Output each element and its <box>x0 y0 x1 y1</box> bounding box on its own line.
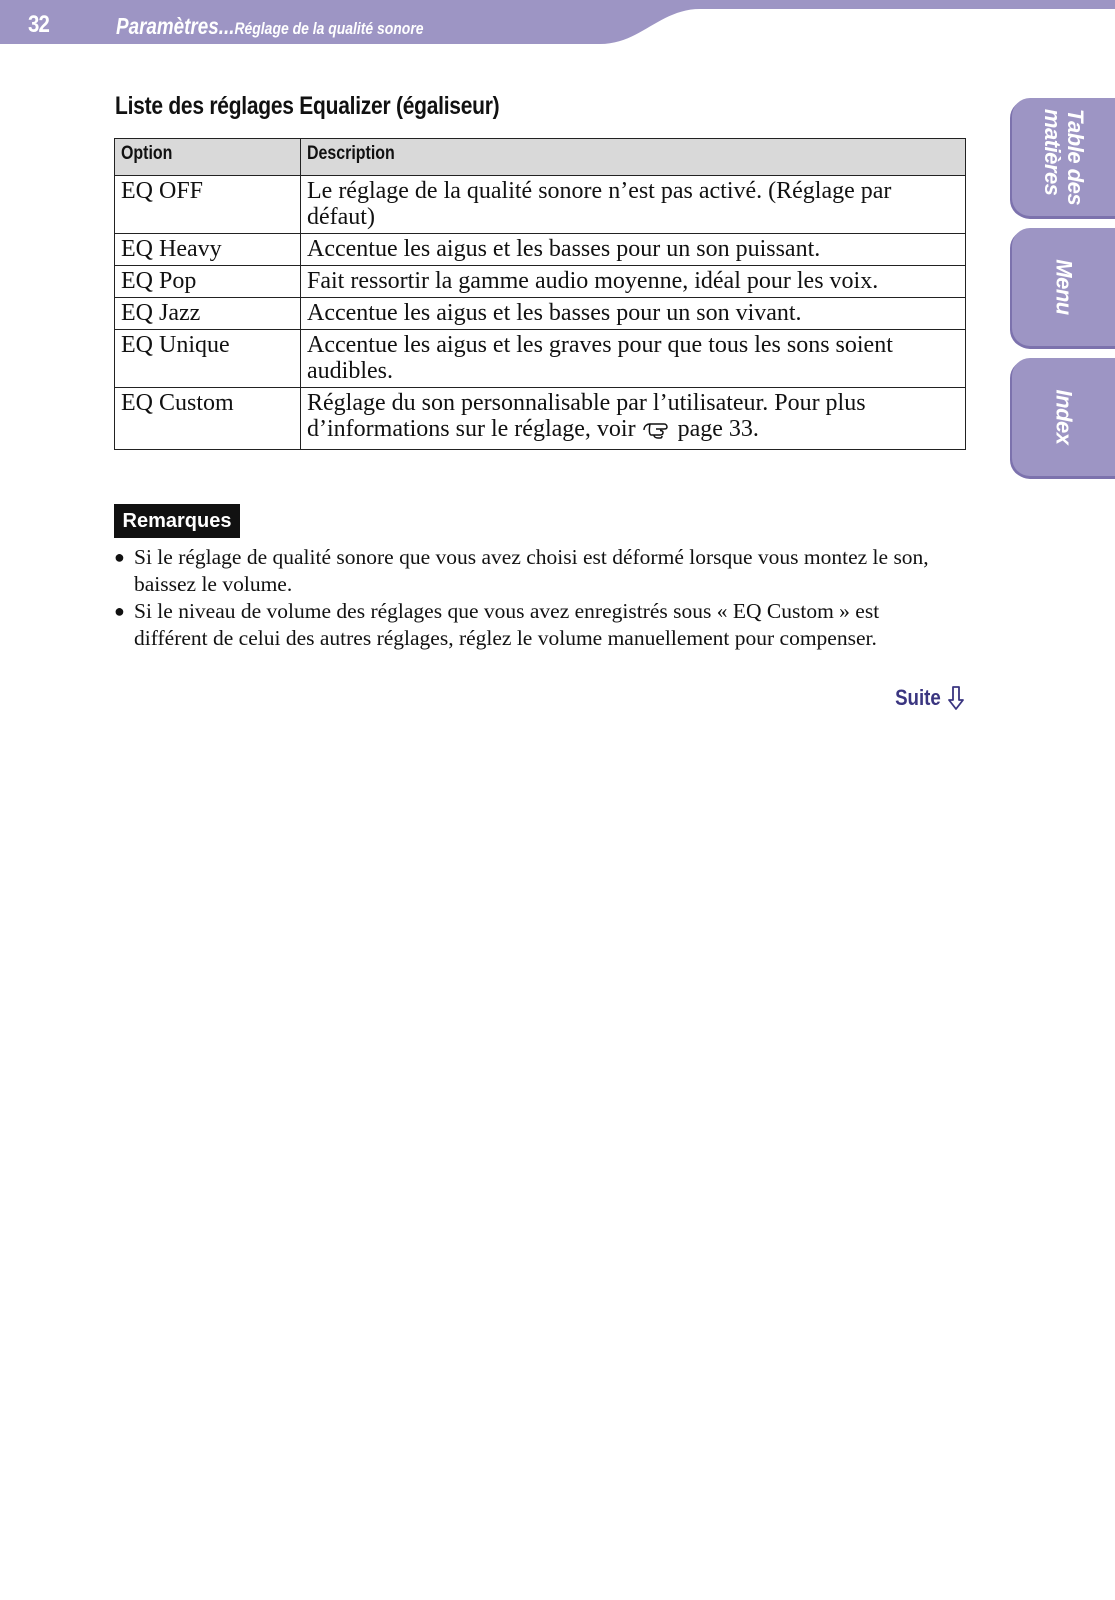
breadcrumb-main[interactable]: Paramètres... <box>116 13 235 39</box>
breadcrumb <box>116 13 424 40</box>
notes-badge: Remarques <box>114 504 240 538</box>
pointing-hand-icon <box>642 420 672 446</box>
notes-list <box>114 544 954 652</box>
description-cell: Accentue les aigus et les basses pour un son puissant. <box>301 234 966 266</box>
description-cell: Fait ressortir la gamme audio moyenne, idéal pour les voix. <box>301 266 966 298</box>
table-row <box>115 234 966 266</box>
table-row <box>115 330 966 388</box>
page-link[interactable]: page 33. <box>677 416 759 442</box>
section-title: Liste des réglages Equalizer (égaliseur) <box>115 92 500 120</box>
option-cell: EQ OFF <box>115 176 301 234</box>
tab-index[interactable] <box>1012 358 1115 476</box>
description-cell <box>301 388 966 450</box>
continue-label: Suite <box>895 685 941 710</box>
breadcrumb-sub: Réglage de la qualité sonore <box>234 19 424 38</box>
bullet-icon: ● <box>114 547 125 567</box>
list-item: ● Si le réglage de qualité sonore que vous avez choisi est déformé lorsque vous montez le son, baissez le volume. <box>114 545 929 596</box>
option-cell: EQ Heavy <box>115 234 301 266</box>
table-row <box>115 266 966 298</box>
table-row <box>115 388 966 450</box>
column-header-description: Description <box>301 139 966 176</box>
option-cell: EQ Pop <box>115 266 301 298</box>
equalizer-table <box>114 138 966 450</box>
table-row <box>115 176 966 234</box>
continue-link[interactable] <box>887 685 965 711</box>
description-cell: Accentue les aigus et les basses pour un son vivant. <box>301 298 966 330</box>
option-cell: EQ Custom <box>115 388 301 450</box>
tab-menu[interactable] <box>1012 228 1115 346</box>
table-header-row <box>115 139 966 176</box>
page-number: 32 <box>28 11 49 38</box>
list-item: ● Si le niveau de volume des réglages que vous avez enregistrés sous « EQ Custom » est différent de celui des autres réglages, réglez le volume manuellement pour compenser. <box>114 599 880 650</box>
tab-menu-label: Menu <box>1051 259 1076 315</box>
description-cell: Le réglage de la qualité sonore n’est pas activé. (Réglage par défaut) <box>301 176 966 234</box>
option-cell: EQ Unique <box>115 330 301 388</box>
table-row <box>115 298 966 330</box>
arrow-down-icon <box>947 685 965 711</box>
tab-index-label: Index <box>1051 389 1076 445</box>
option-cell: EQ Jazz <box>115 298 301 330</box>
tab-table-of-contents[interactable] <box>1012 98 1115 216</box>
description-cell: Accentue les aigus et les graves pour que tous les sons soient audibles. <box>301 330 966 388</box>
bullet-icon: ● <box>114 601 125 621</box>
tab-table-of-contents-label: Table des matières <box>1039 108 1088 206</box>
column-header-option: Option <box>115 139 301 176</box>
description-text: Réglage du son personnalisable par l’utilisateur. Pour plus d’informations sur le réglage, voir <box>307 390 866 442</box>
